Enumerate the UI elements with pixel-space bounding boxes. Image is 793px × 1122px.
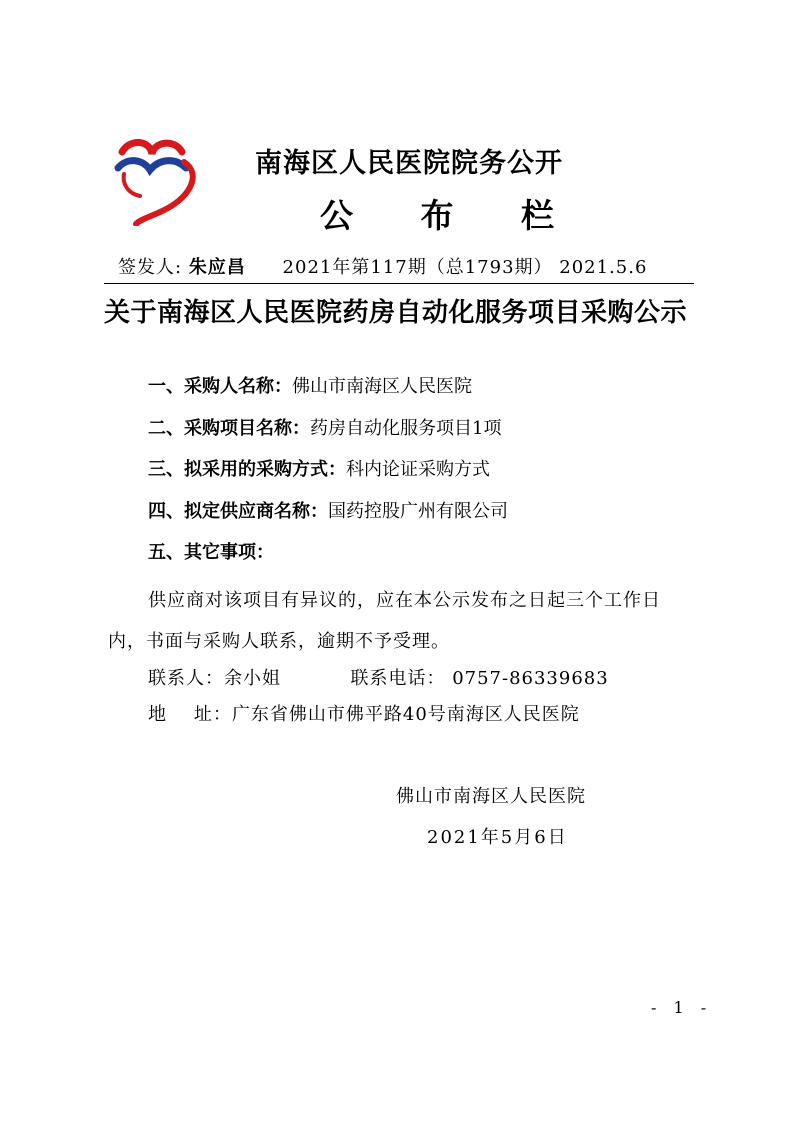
issue-label: 签发人: bbox=[118, 257, 183, 278]
list-item bbox=[148, 455, 490, 481]
list-item bbox=[148, 497, 508, 523]
issue-line bbox=[118, 253, 647, 279]
item-key: 三、拟采用的采购方式： bbox=[148, 459, 346, 480]
item-key: 二、采购项目名称： bbox=[148, 418, 310, 439]
contact-phone: 联系电话： 0757-86339683 bbox=[350, 668, 609, 689]
issue-info: 2021年第117期（总1793期） 2021.5.6 bbox=[282, 257, 648, 278]
item-value: 药房自动化服务项目1项 bbox=[310, 418, 502, 439]
contact-line bbox=[148, 664, 609, 690]
notice-paragraph: 供应商对该项目有异议的，应在本公示发布之日起三个工作日内，书面与采购人联系，逾期不予受理。 bbox=[108, 590, 661, 652]
signer-name: 朱应昌 bbox=[188, 257, 246, 278]
item-key: 四、拟定供应商名称： bbox=[148, 501, 328, 522]
address-line: 地 址：广东省佛山市佛平路40号南海区人民医院 bbox=[148, 704, 580, 725]
list-item bbox=[148, 538, 274, 564]
hospital-logo-icon bbox=[110, 134, 202, 226]
bulletin-subtitle: 公 布 栏 bbox=[320, 196, 582, 235]
item-value: 科内论证采购方式 bbox=[346, 459, 490, 480]
item-key: 一、采购人名称： bbox=[148, 376, 292, 397]
signature-org: 佛山市南海区人民医院 bbox=[396, 786, 586, 807]
header-divider bbox=[104, 283, 694, 284]
contact-person: 联系人：余小姐 bbox=[148, 668, 281, 689]
bulletin-title: 南海区人民医院院务公开 bbox=[255, 148, 563, 179]
list-item bbox=[148, 414, 501, 440]
item-key: 五、其它事项： bbox=[148, 542, 274, 563]
item-value: 佛山市南海区人民医院 bbox=[292, 376, 472, 397]
item-value: 国药控股广州有限公司 bbox=[328, 501, 508, 522]
document-title: 关于南海区人民医院药房自动化服务项目采购公示 bbox=[104, 298, 688, 328]
list-item bbox=[148, 372, 472, 398]
signature-date: 2021年5月6日 bbox=[427, 827, 568, 848]
page-number: - 1 - bbox=[651, 998, 713, 1017]
